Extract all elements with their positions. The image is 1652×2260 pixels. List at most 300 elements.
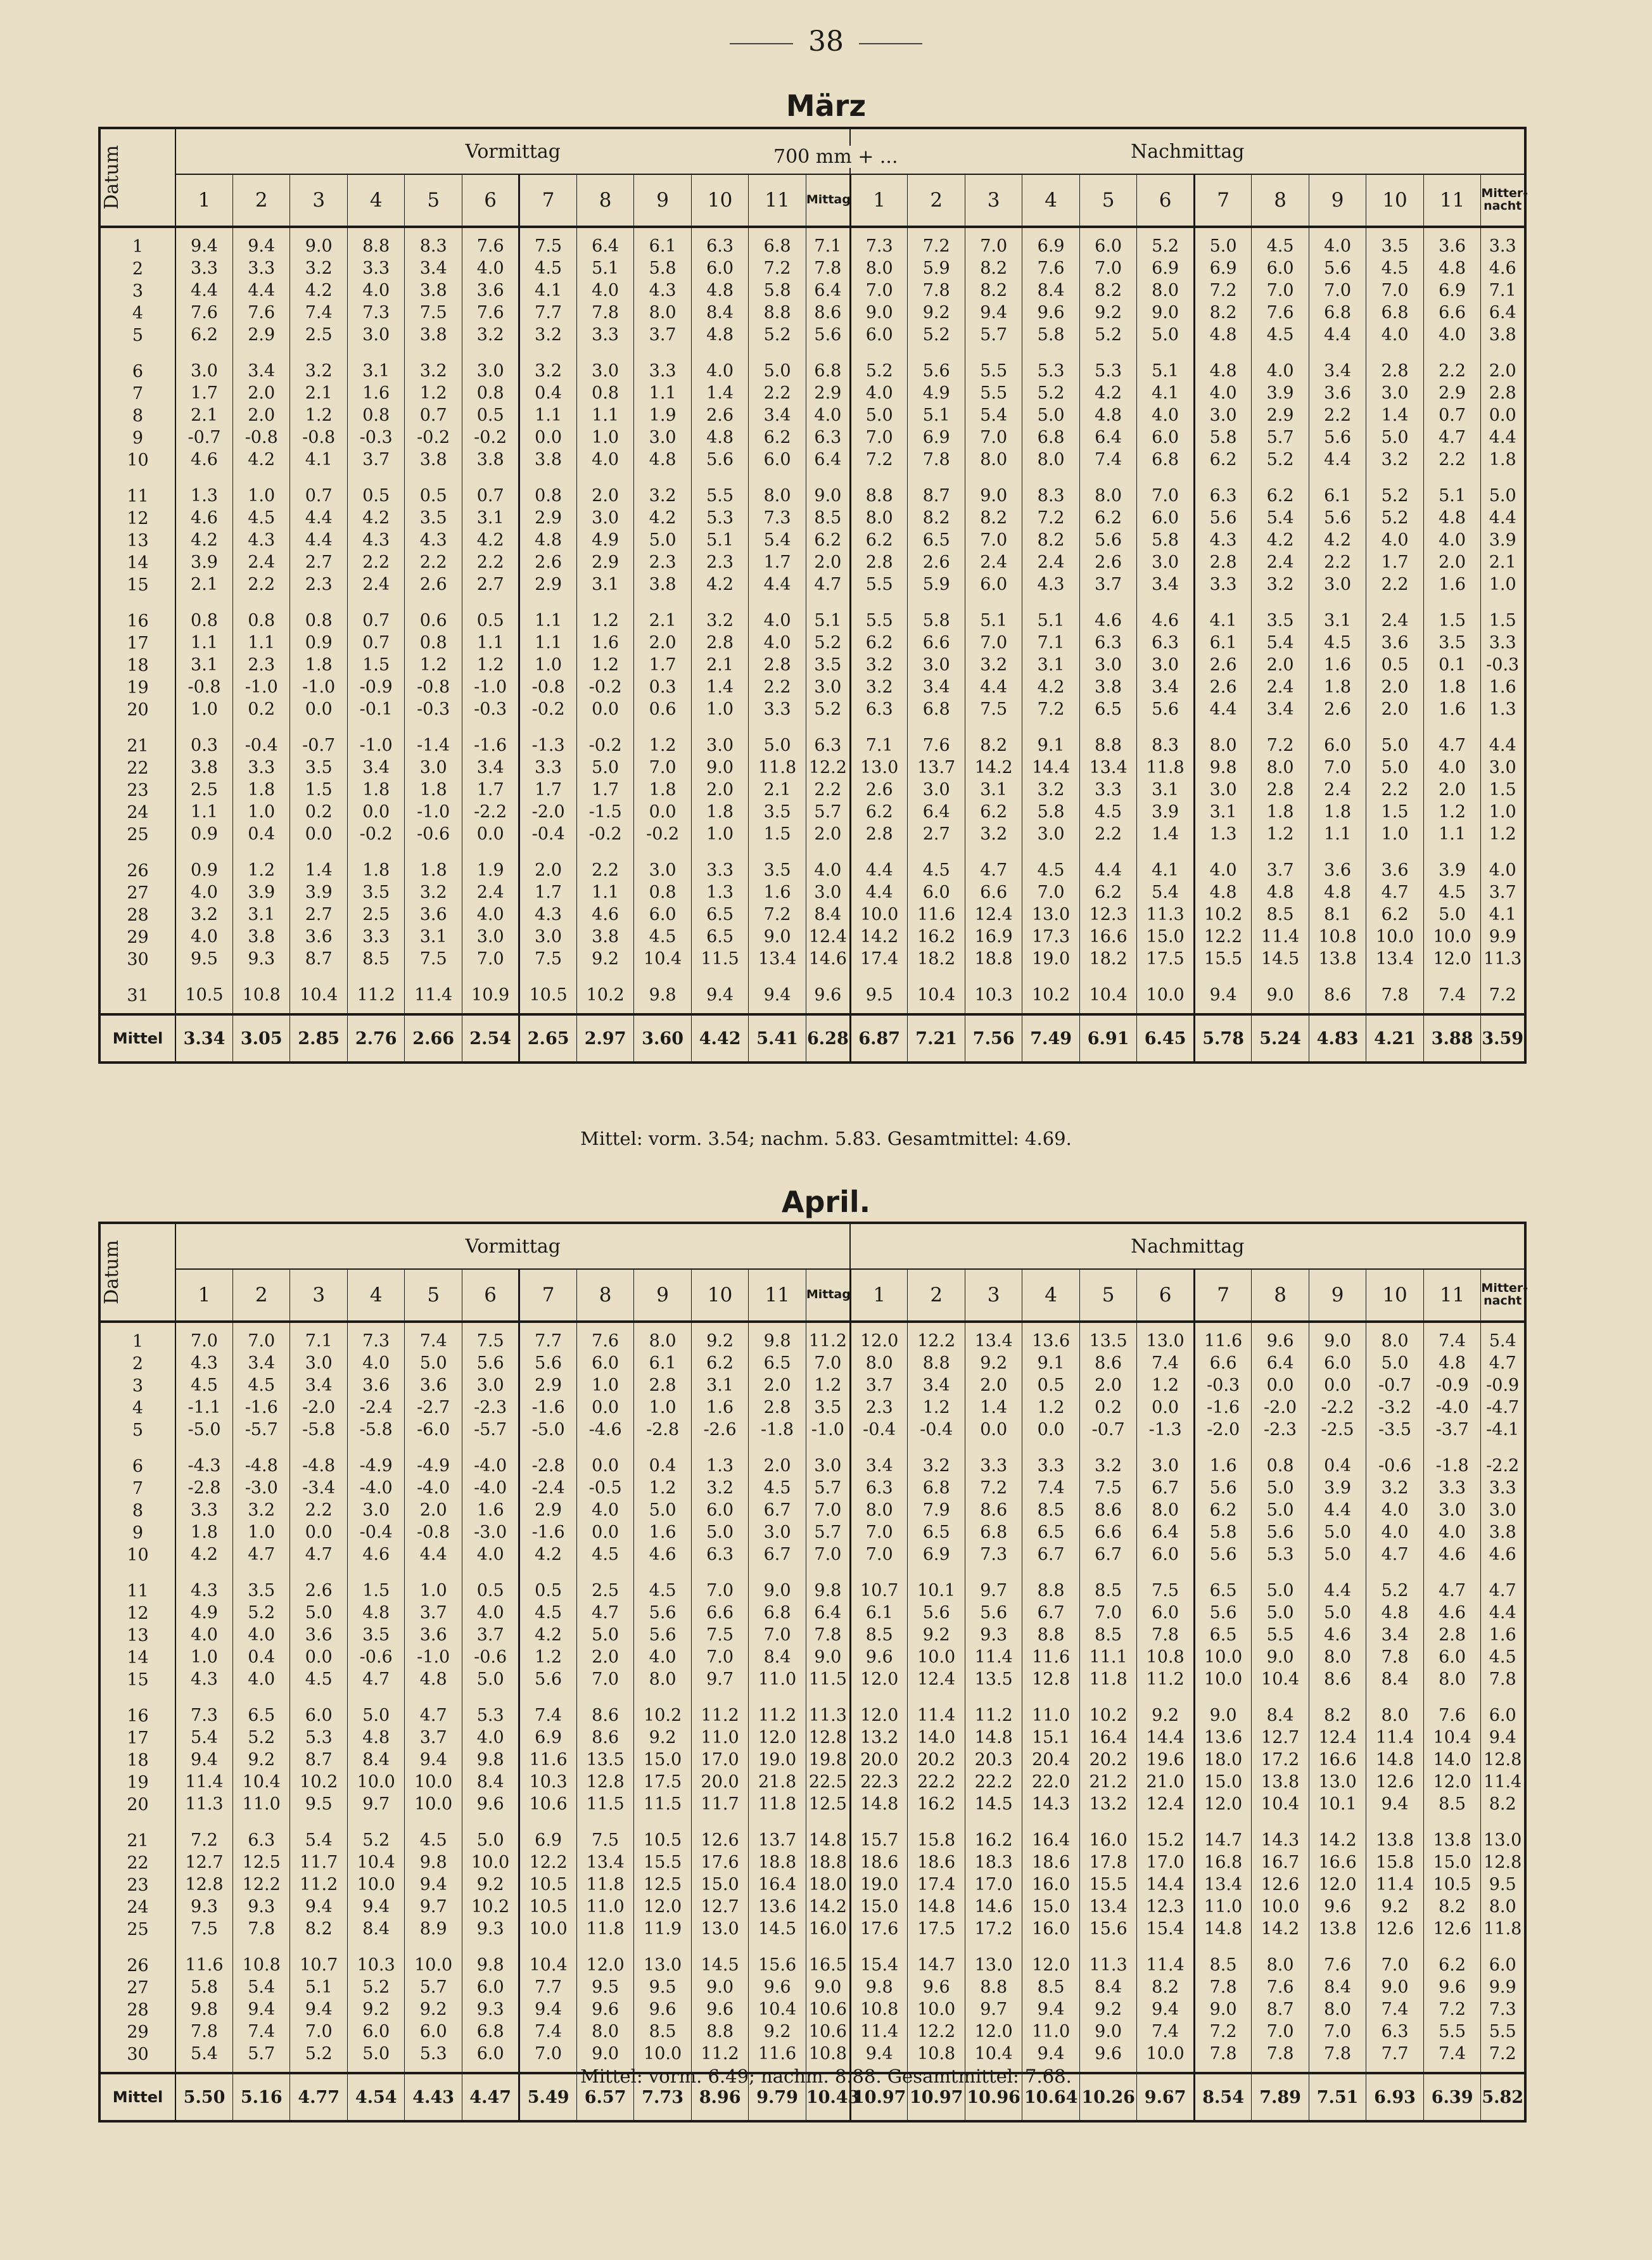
day-number: 9: [132, 1523, 144, 1543]
hour-value: 11.4: [860, 2022, 899, 2041]
value-column: [347, 977, 404, 1014]
hour-value: 18.6: [860, 1853, 899, 1872]
hour-value: -1.0: [417, 1647, 450, 1667]
value-column: [1252, 852, 1309, 977]
hour-value: 19.0: [758, 1750, 797, 1770]
hour-value: 3.4: [1266, 699, 1294, 719]
day-number: 28: [127, 905, 149, 925]
value-column: [1481, 1573, 1525, 1697]
hour-value: 4.4: [1489, 1603, 1516, 1623]
value-column: [634, 1448, 691, 1573]
hour-value: 7.0: [980, 530, 1008, 550]
hour-value: 16.2: [917, 927, 956, 947]
hour-value: 3.0: [706, 736, 734, 755]
hour-value: 4.0: [865, 383, 893, 403]
day-group-row: [99, 1822, 1525, 1947]
hour-value: 8.6: [592, 1706, 620, 1725]
hour-header: 1: [850, 1269, 907, 1322]
hour-value: 12.0: [860, 1331, 899, 1351]
hour-value: -2.7: [417, 1398, 450, 1417]
value-column: [1194, 1697, 1251, 1822]
value-column: [405, 478, 462, 603]
hour-value: 10.5: [529, 1897, 568, 1917]
hour-value: 7.2: [1489, 985, 1516, 1005]
hour-value: 22.0: [1032, 1772, 1071, 1792]
hour-value: 8.8: [922, 1353, 950, 1373]
hour-value: 8.2: [1037, 530, 1065, 550]
hour-value: 10.4: [242, 1772, 281, 1792]
hour-value: 7.7: [535, 303, 562, 322]
mean-value: 5.41: [749, 1014, 806, 1063]
hour-value: 4.8: [1095, 405, 1122, 425]
hour-value: 2.9: [248, 325, 276, 345]
hour-value: 6.8: [922, 1478, 950, 1498]
hour-value: 9.0: [305, 236, 333, 256]
hour-value: 9.6: [922, 1977, 950, 1997]
hour-value: 0.0: [1324, 1376, 1352, 1395]
hour-value: 3.7: [865, 1376, 893, 1395]
day-number: 26: [127, 861, 149, 881]
hour-value: 3.3: [592, 325, 620, 345]
hour-value: -2.0: [302, 1398, 336, 1417]
hour-value: 1.1: [1324, 824, 1352, 844]
hour-value: 5.0: [419, 1353, 447, 1373]
hour-value: 2.2: [592, 860, 620, 880]
hour-value: 2.2: [1324, 405, 1352, 425]
mean-value: 9.67: [1137, 2073, 1194, 2121]
hour-value: 8.4: [814, 905, 842, 924]
hour-value: 9.4: [248, 236, 276, 256]
day-number: 22: [127, 758, 149, 778]
hour-value: 6.8: [814, 361, 842, 381]
hour-value: 3.0: [191, 361, 218, 381]
hour-value: 9.4: [1489, 1728, 1516, 1747]
hour-value: 10.0: [1146, 2044, 1185, 2064]
hour-value: 10.8: [1318, 927, 1357, 947]
hour-value: 0.0: [1489, 405, 1516, 425]
value-column: [1194, 478, 1251, 603]
hour-value: 3.4: [248, 361, 276, 381]
value-column: [1137, 1322, 1194, 1448]
hour-value: 6.7: [1095, 1545, 1122, 1564]
hour-value: 5.6: [535, 1669, 562, 1689]
value-column: [749, 1947, 806, 2073]
hour-value: 0.6: [419, 611, 447, 630]
hour-value: 4.8: [1324, 883, 1352, 902]
mean-value: 10.96: [965, 2073, 1022, 2121]
hour-value: 2.6: [1095, 552, 1122, 572]
hour-value: 5.1: [980, 611, 1008, 630]
hour-value: 3.3: [191, 259, 218, 278]
hour-value: 8.7: [305, 949, 333, 969]
hour-value: 6.0: [592, 1353, 620, 1373]
hour-value: 5.0: [706, 1523, 734, 1542]
hour-value: 3.0: [649, 860, 677, 880]
value-column: [1423, 1448, 1481, 1573]
hour-value: 9.6: [706, 2000, 734, 2019]
hour-value: 7.0: [1266, 281, 1294, 300]
hour-value: 4.6: [1095, 611, 1122, 630]
hour-value: 4.5: [649, 1581, 677, 1600]
hour-value: 4.7: [248, 1545, 276, 1564]
value-column: [908, 1697, 965, 1822]
hour-value: -0.3: [417, 699, 450, 719]
hour-value: 3.2: [706, 611, 734, 630]
hour-value: 7.2: [1266, 736, 1294, 755]
value-column: [1022, 227, 1079, 353]
hour-value: 0.0: [1266, 1376, 1294, 1395]
hour-value: 3.8: [191, 758, 218, 777]
hour-header: Mittag: [806, 1269, 850, 1322]
value-column: [806, 478, 850, 603]
value-column: [908, 1322, 965, 1448]
hour-value: 8.4: [1324, 1977, 1352, 1997]
day-group-row: [99, 353, 1525, 478]
hour-value: -6.0: [417, 1420, 450, 1440]
hour-value: 1.1: [535, 611, 562, 630]
hour-value: 8.4: [706, 303, 734, 322]
hour-value: 5.9: [922, 575, 950, 594]
hour-value: 3.3: [1095, 780, 1122, 800]
hour-value: 9.0: [980, 486, 1008, 506]
value-column: [1366, 1697, 1423, 1822]
hour-value: 3.6: [305, 927, 333, 947]
hour-value: 3.8: [476, 450, 504, 469]
hour-value: 1.2: [1266, 824, 1294, 844]
hour-value: 1.6: [1439, 575, 1466, 594]
hour-value: 0.0: [305, 1523, 333, 1542]
value-column: [232, 1573, 289, 1697]
day-number: 24: [127, 803, 149, 822]
value-column: [1079, 1448, 1136, 1573]
hour-value: 13.4: [1089, 1897, 1128, 1917]
hour-value: 11.4: [1484, 1772, 1522, 1792]
hour-value: 2.6: [1209, 655, 1237, 675]
hour-value: -5.7: [245, 1420, 278, 1440]
hour-value: 17.2: [1261, 1750, 1300, 1770]
hour-value: -0.5: [588, 1478, 622, 1498]
hour-value: 4.9: [592, 530, 620, 550]
hour-value: 12.3: [1146, 1897, 1185, 1917]
hour-value: 4.7: [980, 860, 1008, 880]
hour-value: 8.1: [1324, 905, 1352, 924]
value-column: [908, 1448, 965, 1573]
hour-value: 13.6: [1032, 1331, 1071, 1351]
hour-value: 3.8: [1489, 325, 1516, 345]
value-column: [576, 353, 633, 478]
hour-value: 5.2: [362, 1830, 390, 1850]
hour-value: -0.6: [359, 1647, 393, 1667]
value-column: [1481, 852, 1525, 977]
hour-value: 13.6: [1204, 1728, 1243, 1747]
hour-value: 1.8: [1324, 802, 1352, 822]
hour-value: 12.7: [1261, 1728, 1300, 1747]
hour-value: 2.9: [535, 1376, 562, 1395]
hour-value: 4.2: [191, 530, 218, 550]
value-column: [1423, 1822, 1481, 1947]
hour-value: 3.3: [248, 259, 276, 278]
hour-value: 6.3: [814, 736, 842, 755]
hour-value: 3.0: [1152, 552, 1179, 572]
mean-label: Mittel: [99, 2073, 175, 2121]
hour-value: 13.2: [860, 1728, 899, 1747]
hour-value: 0.5: [1037, 1376, 1065, 1395]
hour-value: 14.5: [701, 1955, 739, 1975]
hour-value: 8.5: [865, 1625, 893, 1645]
value-column: [749, 1573, 806, 1697]
hour-value: 9.8: [649, 985, 677, 1005]
hour-value: 10.8: [860, 2000, 899, 2019]
hour-value: 7.8: [248, 1919, 276, 1939]
hour-value: 0.5: [476, 405, 504, 425]
hour-value: 1.8: [305, 655, 333, 675]
hour-value: 14.2: [1318, 1830, 1357, 1850]
hour-value: 1.2: [922, 1398, 950, 1417]
hour-value: 9.6: [649, 2000, 677, 2019]
hour-value: 1.1: [476, 633, 504, 653]
value-column: [1423, 478, 1481, 603]
hour-value: 5.0: [1489, 486, 1516, 506]
hour-value: 9.2: [1381, 1897, 1409, 1917]
hour-value: 7.4: [1095, 450, 1122, 469]
hour-value: 6.9: [922, 1545, 950, 1564]
hour-value: 5.6: [814, 325, 842, 345]
hour-value: 8.3: [1037, 486, 1065, 506]
hour-value: 1.0: [706, 699, 734, 719]
value-column: [749, 977, 806, 1014]
hour-value: 8.0: [649, 303, 677, 322]
hour-value: 9.1: [1037, 736, 1065, 755]
hour-value: 3.0: [476, 1376, 504, 1395]
hour-value: 4.6: [362, 1545, 390, 1564]
hour-value: 1.2: [649, 1478, 677, 1498]
hour-value: 11.3: [808, 1706, 847, 1725]
hour-value: 11.4: [974, 1647, 1013, 1667]
value-column: [1194, 1822, 1251, 1947]
hour-value: 2.2: [419, 552, 447, 572]
hour-value: 13.5: [586, 1750, 625, 1770]
value-column: [462, 1322, 519, 1448]
mean-value: 3.59: [1481, 1014, 1525, 1063]
hour-value: 9.2: [706, 1331, 734, 1351]
value-column: [232, 727, 289, 852]
hour-value: 9.5: [592, 1977, 620, 1997]
value-column: [1194, 852, 1251, 977]
day-numbers: [99, 1448, 175, 1573]
hour-value: 19.8: [808, 1750, 847, 1770]
hour-value: 18.8: [808, 1853, 847, 1872]
hour-value: -1.6: [245, 1398, 278, 1417]
hour-value: -4.7: [1486, 1398, 1520, 1417]
hour-value: 5.4: [305, 1830, 333, 1850]
value-column: [1079, 977, 1136, 1014]
hour-value: 4.0: [476, 259, 504, 278]
value-column: [519, 1947, 576, 2073]
value-column: [462, 478, 519, 603]
hour-value: 0.4: [535, 383, 562, 403]
hour-value: 5.3: [419, 2044, 447, 2064]
hour-value: 1.7: [1381, 552, 1409, 572]
value-column: [749, 852, 806, 977]
hour-value: 15.0: [1146, 927, 1185, 947]
value-column: [1366, 977, 1423, 1014]
hour-value: 12.0: [1433, 1772, 1471, 1792]
value-column: [850, 603, 907, 727]
hour-value: 7.4: [305, 303, 333, 322]
hour-value: 3.4: [922, 677, 950, 697]
value-column: [290, 977, 347, 1014]
hour-value: 3.7: [362, 450, 390, 469]
hour-value: 3.0: [1152, 655, 1179, 675]
hour-value: 7.4: [1152, 2022, 1179, 2041]
hour-value: 12.2: [917, 2022, 956, 2041]
hour-value: 6.3: [865, 1478, 893, 1498]
hour-value: 1.8: [419, 860, 447, 880]
hour-value: 3.8: [419, 325, 447, 345]
hour-value: 4.2: [1037, 677, 1065, 697]
hour-value: 3.3: [649, 361, 677, 381]
day-numbers: [99, 727, 175, 852]
hour-value: 3.4: [763, 405, 791, 425]
hour-value: 8.2: [980, 281, 1008, 300]
hour-value: 13.0: [1484, 1830, 1522, 1850]
hour-value: 10.0: [471, 1853, 510, 1872]
hour-value: 0.7: [362, 611, 390, 630]
hour-value: 4.4: [1489, 508, 1516, 528]
hour-value: 5.7: [814, 1523, 842, 1542]
pressure-offset-label: 700 mm + ...: [770, 146, 902, 168]
value-column: [519, 353, 576, 478]
hour-value: 8.6: [1324, 1669, 1352, 1689]
hour-value: 4.0: [1439, 758, 1466, 777]
hour-value: 0.8: [535, 486, 562, 506]
hour-value: 5.3: [1037, 361, 1065, 381]
value-column: [519, 1448, 576, 1573]
hour-value: 4.2: [535, 1625, 562, 1645]
hour-value: 6.6: [1209, 1353, 1237, 1373]
hour-value: 2.0: [1381, 699, 1409, 719]
hour-value: 6.0: [419, 2022, 447, 2041]
hour-value: 5.0: [1037, 405, 1065, 425]
hour-value: 1.5: [305, 780, 333, 800]
value-column: [405, 603, 462, 727]
hour-value: 4.8: [1381, 1603, 1409, 1623]
hour-value: 1.8: [1266, 802, 1294, 822]
hour-header: 5: [1079, 174, 1136, 227]
hour-value: 6.0: [1152, 428, 1179, 447]
hour-value: 2.2: [362, 552, 390, 572]
hour-value: 9.0: [814, 1977, 842, 1997]
hour-value: 11.4: [1146, 1955, 1185, 1975]
hour-value: 5.4: [191, 2044, 218, 2064]
hour-value: 0.0: [535, 428, 562, 447]
hour-value: 1.2: [535, 1647, 562, 1667]
value-column: [1481, 227, 1525, 353]
day-number: 17: [127, 1728, 149, 1748]
hour-value: -2.8: [646, 1420, 680, 1440]
mean-value: 5.49: [519, 2073, 576, 2121]
day-number: 5: [132, 1420, 144, 1440]
hour-value: 4.4: [305, 508, 333, 528]
hour-value: 18.8: [758, 1853, 797, 1872]
hour-value: -0.2: [588, 824, 622, 844]
hour-value: 8.7: [1266, 2000, 1294, 2019]
hour-value: 2.5: [305, 325, 333, 345]
value-column: [347, 1947, 404, 2073]
hour-value: -4.1: [1486, 1420, 1520, 1440]
hour-value: 5.2: [1381, 486, 1409, 506]
hour-value: 11.6: [185, 1955, 224, 1975]
hour-value: -0.4: [245, 736, 278, 755]
hour-value: 6.2: [1209, 1500, 1237, 1520]
hour-value: 3.3: [535, 758, 562, 777]
value-column: [634, 1697, 691, 1822]
hour-value: 7.0: [814, 1545, 842, 1564]
value-column: [1481, 727, 1525, 852]
day-number: 30: [127, 2045, 149, 2064]
value-column: [1423, 727, 1481, 852]
hour-value: 7.0: [305, 2022, 333, 2041]
hour-value: -0.2: [531, 699, 565, 719]
value-column: [405, 353, 462, 478]
hour-value: 13.0: [1032, 905, 1071, 924]
hour-value: 2.0: [1381, 677, 1409, 697]
hour-value: 9.4: [419, 1875, 447, 1894]
day-number: 14: [127, 1648, 149, 1668]
hour-value: 8.5: [1095, 1581, 1122, 1600]
hour-value: 0.9: [305, 633, 333, 653]
value-column: [519, 603, 576, 727]
hour-value: 9.4: [305, 1897, 333, 1917]
hour-value: 10.0: [1261, 1897, 1300, 1917]
hour-value: 6.8: [1381, 303, 1409, 322]
hour-value: 11.4: [917, 1706, 956, 1725]
hour-value: 5.8: [1037, 325, 1065, 345]
day-number: 26: [127, 1956, 149, 1976]
hour-value: 7.1: [1037, 633, 1065, 653]
value-column: [1022, 353, 1079, 478]
value-column: [175, 1322, 232, 1448]
hour-value: 3.4: [1152, 575, 1179, 594]
hour-value: 12.5: [644, 1875, 682, 1894]
hour-value: 3.0: [362, 1500, 390, 1520]
hour-value: 5.0: [592, 758, 620, 777]
hour-value: -0.8: [417, 1523, 450, 1542]
hour-value: 4.2: [305, 281, 333, 300]
day-number: 3: [132, 281, 144, 301]
hour-value: 6.5: [922, 530, 950, 550]
hour-value: 8.8: [865, 486, 893, 506]
day-numbers: [99, 478, 175, 603]
hour-value: 4.8: [362, 1728, 390, 1747]
hour-value: 6.2: [1209, 450, 1237, 469]
hour-value: 7.5: [535, 236, 562, 256]
mean-value: 6.28: [806, 1014, 850, 1063]
mean-value: 2.65: [519, 1014, 576, 1063]
mean-value: 2.85: [290, 1014, 347, 1063]
hour-value: 7.5: [535, 949, 562, 969]
hour-value: 10.5: [529, 1875, 568, 1894]
hour-value: 7.6: [191, 303, 218, 322]
hour-value: 3.7: [649, 325, 677, 345]
hour-value: 3.7: [419, 1728, 447, 1747]
hour-value: 6.3: [248, 1830, 276, 1850]
hour-value: 3.6: [1381, 860, 1409, 880]
hour-value: 5.4: [1489, 1331, 1516, 1351]
value-column: [908, 603, 965, 727]
hour-value: 0.8: [191, 611, 218, 630]
hour-value: 6.0: [305, 1706, 333, 1725]
